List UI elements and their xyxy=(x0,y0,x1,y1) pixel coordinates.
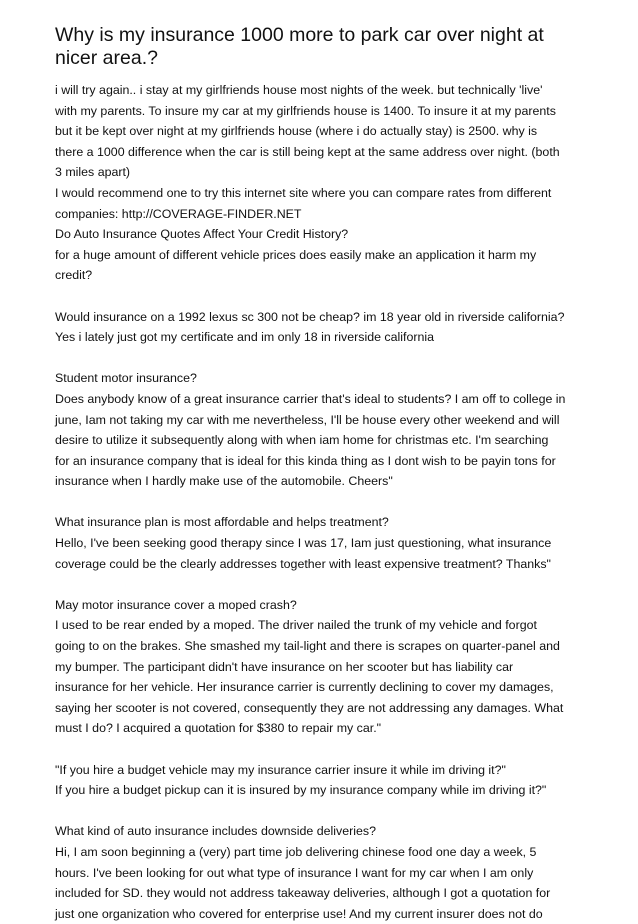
text-line: desire to utilize it subsequently along with when iam home for christmas etc. I'm searching xyxy=(55,433,549,448)
paragraph-gap xyxy=(55,348,595,369)
text-line: must I do? I acquired a quotation for $380 to repair my car." xyxy=(55,721,382,736)
text-line: there a 1000 difference when the car is still being kept at the same address over night. (both xyxy=(55,144,560,159)
text-line: Hello, I've been seeking good therapy since I was 17, Iam just questioning, what insurance xyxy=(55,536,552,551)
text-line: "If you hire a budget vehicle may my insurance carrier insure it while im driving it?" xyxy=(55,762,506,777)
document-page xyxy=(55,24,595,924)
text-line: Hi, I am soon beginning a (very) part time job delivering chinese food one day a week, 5 xyxy=(55,844,537,859)
text-line: May motor insurance cover a moped crash? xyxy=(55,597,297,612)
text-line: Would insurance on a 1992 lexus sc 300 not be cheap? im 18 year old in riverside california? xyxy=(55,309,565,324)
text-line: Yes i lately just got my certificate and im only 18 in riverside california xyxy=(55,330,435,345)
text-line: What insurance plan is most affordable and helps treatment? xyxy=(55,515,389,530)
text-line: included for SD. they would not address takeaway deliveries, although I got a quotation for xyxy=(55,886,551,901)
text-line: for a huge amount of different vehicle prices does easily make an application it harm my xyxy=(55,247,537,262)
text-line: Do Auto Insurance Quotes Affect Your Credit History? xyxy=(55,227,349,242)
text-line: Does anybody know of a great insurance carrier that's ideal to students? I am off to college in xyxy=(55,391,566,406)
text-line: saying her scooter is not covered, consequently they are not addressing any damages. What xyxy=(55,700,564,715)
text-line: hours. I've been looking for out what type of insurance I want for my car when I am only xyxy=(55,865,534,880)
text-line: my bumper. The participant didn't have insurance on her scooter but has liability car xyxy=(55,659,514,674)
text-line: coverage could be the clearly addresses together with least expensive treatment? Thanks" xyxy=(55,556,551,571)
paragraph-gap xyxy=(55,739,595,760)
text-line: What kind of auto insurance includes downside deliveries? xyxy=(55,824,376,839)
text-line: Student motor insurance? xyxy=(55,371,197,386)
text-line: If you hire a budget pickup can it is insured by my insurance company while im driving it?" xyxy=(55,783,547,798)
text-line: credit? xyxy=(55,268,93,283)
text-line: with my parents. To insure my car at my girlfriends house is 1400. To insure it at my parents xyxy=(55,103,556,118)
text-line: I would recommend one to try this internet site where you can compare rates from different xyxy=(55,185,552,200)
paragraph-gap xyxy=(55,492,595,513)
text-line: just one organization who covered for enterprise use! And my current insurer does not do xyxy=(55,906,543,921)
document-body xyxy=(55,80,595,924)
paragraph-gap xyxy=(55,574,595,595)
page-title xyxy=(55,24,595,70)
text-line: 3 miles apart) xyxy=(55,165,131,180)
text-line: but it be kept over night at my girlfriends house (where i do actually stay) is 2500. why is xyxy=(55,124,538,139)
title-line: Why is my insurance 1000 more to park car over night at xyxy=(55,24,544,46)
paragraph-gap xyxy=(55,286,595,307)
text-line: going to on the brakes. She smashed my tail-light and there is scrapes on quarter-panel and xyxy=(55,639,560,654)
text-line: companies: http://COVERAGE-FINDER.NET xyxy=(55,206,302,221)
text-line: june, Iam not taking my car with me nevertheless, I'll be house every other weekend and will xyxy=(55,412,560,427)
text-line: i will try again.. i stay at my girlfriends house most nights of the week. but technically 'live' xyxy=(55,83,543,97)
text-line: insurance for her vehicle. Her insurance carrier is currently declining to cover my damages, xyxy=(55,680,554,695)
paragraph-gap xyxy=(55,801,595,822)
text-line: I used to be rear ended by a moped. The driver nailed the trunk of my vehicle and forgot xyxy=(55,618,537,633)
text-line: for an insurance company that is ideal for this kinda thing as I dont wish to be payin tons for xyxy=(55,453,556,468)
text-line: insurance when I hardly make use of the automobile. Cheers" xyxy=(55,474,393,489)
title-line: nicer area.? xyxy=(55,47,158,69)
